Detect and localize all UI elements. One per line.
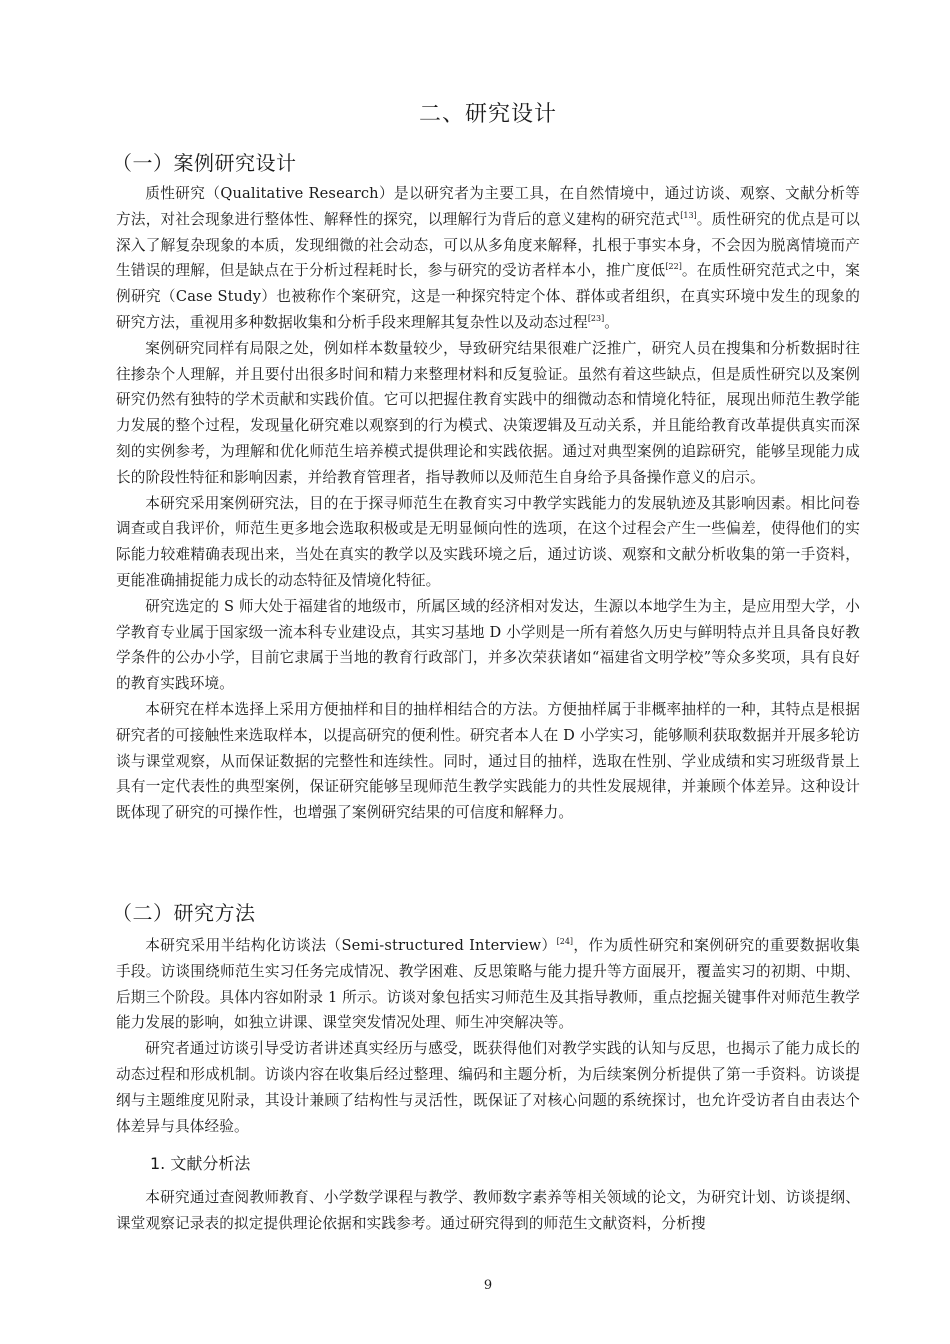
paragraph: 案例研究同样有局限之处，例如样本数量较少，导致研究结果很难广泛推广，研究人员在搜集和分析数据时往往掺杂个人理解，并且要付出很多时间和精力来整理材料和反复验证。虽然有着这些缺点，但是质性研究以及案例研究仍然有独特的学术贡献和实践价值。它可以把握住教育实践中的细微动态和情境化特征，展现出师范生教学能力发展的整个过程，发现量化研究难以观察到的行为模式、决策逻辑及互动关系，并且能给教育改革提供真实而深刻的实例参考，为理解和优化师范生培养模式提供理论和实践依据。通过对典型案例的追踪研究，能够呈现能力成长的阶段性特征和影响因素，并给教育管理者，指导教师以及师范生自身给予具备操作意义的启示。	[116, 339, 860, 486]
citation: [13]	[680, 210, 697, 220]
citation: [24]	[556, 937, 574, 947]
paragraph: 本研究在样本选择上采用方便抽样和目的抽样相结合的方法。方便抽样属于非概率抽样的一种，其特点是根据研究者的可接触性来选取样本，以提高研究的便利性。研究者本人在 D 小学实习，能够顺利获取数据并开展多轮访谈与课堂观察，从而保证数据的完整性和连续性。同时，通过目的抽样，选取在性别、学业成绩和实习班级背景上具有一定代表性的典型案例，保证研究能够呈现师范生教学实践能力的共性发展规律，并兼顾个体差异。这种设计既体现了研究的可操作性，也增强了案例研究结果的可信度和解释力。	[116, 700, 860, 822]
paragraph	[116, 933, 860, 1036]
page-number: 9	[483, 1278, 493, 1293]
paragraph	[116, 181, 860, 336]
section-case-study-design	[112, 148, 860, 826]
citation: [23]	[587, 314, 605, 324]
paragraph-text: 质性研究（Qualitative Research）是以研究者为主要工具，在自然情境中，通过访谈、观察、文献分析等方法，对社会现象进行整体性、解释性的探究，以理解行为背后的意义建构的研究范式	[116, 185, 860, 228]
document-page	[112, 0, 860, 1344]
section-research-methods	[112, 898, 860, 1139]
paragraph: 研究者通过访谈引导受访者讲述真实经历与感受，既获得他们对教学实践的认知与反思，也揭示了能力成长的动态过程和形成机制。访谈内容在收集后经过整理、编码和主题分析，为后续案例分析提供了第一手资料。访谈提纲与主题维度见附录，其设计兼顾了结构性与灵活性，既保证了对核心问题的系统探讨，也允许受访者自由表达个体差异与具体经验。	[116, 1040, 860, 1135]
paragraph-text: 。	[604, 313, 619, 331]
paragraph-text: 。在质性研究范式之中，案例研究（Case Study）也被称作个案研究，这是一种探究特定个体、群体或者组织，在真实环境中发生的现象的研究方法，重视用多种数据收集和分析手段来理解其复杂性以及动态过程	[116, 262, 860, 331]
section-title-research-methods: （二）研究方法	[112, 901, 256, 925]
paragraph: 本研究采用案例研究法，目的在于探寻师范生在教育实习中教学实践能力的发展轨迹及其影响因素。相比问卷调查或自我评价，师范生更多地会选取积极或是无明显倾向性的选项，在这个过程会产生一些偏差，使得他们的实际能力较难精确表现出来，当处在真实的教学以及实践环境之后，通过访谈、观察和文献分析收集的第一手资料，更能准确捕捉能力成长的动态特征及情境化特征。	[116, 494, 860, 589]
section-title-case-study-design: （一）案例研究设计	[112, 151, 297, 175]
subsection-title-literature-analysis: 1. 文献分析法	[150, 1154, 251, 1173]
subsection-literature-analysis	[116, 1150, 860, 1237]
paragraph-text: 。质性研究的优点是可以深入了解复杂现象的本质，发现细微的社会动态，可以从多角度来解释，扎根于事实本身，不会因为脱离情境而产生错误的理解，但是缺点在于分析过程耗时长，参与研究的受访者样本小，推广度低	[116, 210, 860, 280]
paragraph: 本研究通过查阅教师教育、小学数学课程与教学、教师数字素养等相关领域的论文，为研究计划、访谈提纲、课堂观察记录表的拟定提供理论依据和实践参考。通过研究得到的师范生文献资料，分析搜	[116, 1189, 860, 1232]
paragraph: 研究选定的 S 师大处于福建省的地级市，所属区域的经济相对发达，生源以本地学生为主，是应用型大学，小学教育专业属于国家级一流本科专业建设点，其实习基地 D 小学则是一所有着悠久历史与鲜明特点并且具备良好教学条件的公办小学，目前它隶属于当地的教育行政部门，并多次荣获诸如“福建省文明学校”等众多奖项，具有良好的教育实践环境。	[116, 597, 860, 693]
chapter-title: 二、研究设计	[418, 102, 557, 127]
paragraph-text: 本研究采用半结构化访谈法（Semi-structured Interview）	[145, 937, 557, 954]
citation: [22]	[665, 262, 682, 272]
paragraph-text: ，作为质性研究和案例研究的重要数据收集手段。访谈围绕师范生实习任务完成情况、教学困难、反思策略与能力提升等方面展开，覆盖实习的初期、中期、后期三个阶段。具体内容如附录 1 所示。访谈对象包括实习师范生及其指导教师，重点挖掘关键事件对师范生教学能力发展的影响，如独立讲课、课堂突发情况处理、师生冲突解决等。	[116, 937, 860, 1032]
